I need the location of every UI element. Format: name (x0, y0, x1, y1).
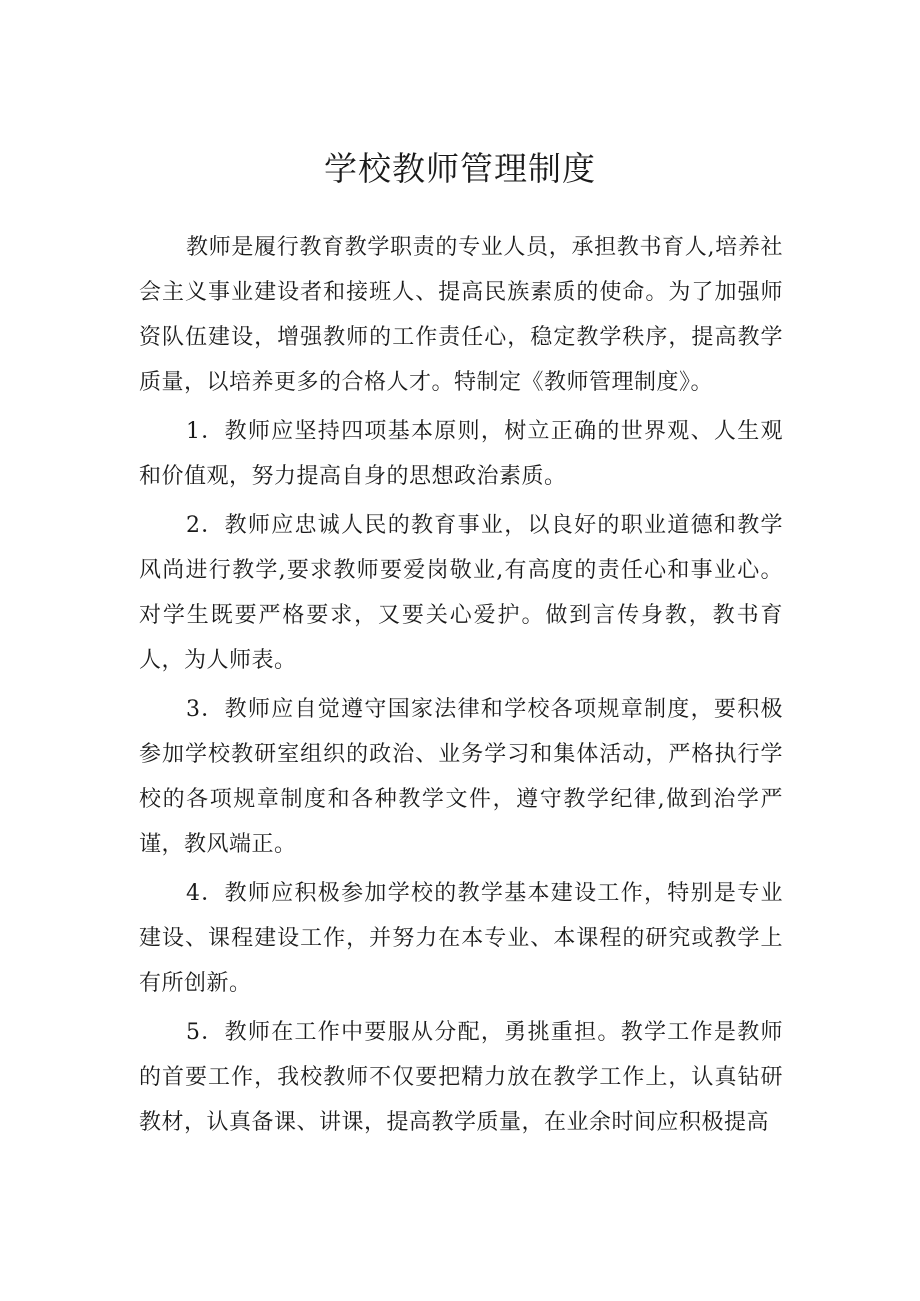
rule-5-paragraph: 5．教师在工作中要服从分配，勇挑重担。教学工作是教师的首要工作，我校教师不仅要把精力放在教学工作上，认真钻研教材，认真备课、讲课，提高教学质量，在业余时间应积极提高 (139, 1020, 783, 1135)
rule-2-paragraph: 2．教师应忠诚人民的教育事业，以良好的职业道德和教学风尚进行教学,要求教师要爱岗敬业,有高度的责任心和事业心。对学生既要严格要求，又要关心爱护。做到言传身教，教书育人，为人师表。 (139, 513, 783, 673)
intro-paragraph: 教师是履行教育教学职责的专业人员，承担教书育人,培养社会主义事业建设者和接班人、提高民族素质的使命。为了加强师资队伍建设，增强教师的工作责任心，稳定教学秩序，提高教学质量，以培养更多的合格人才。特制定《教师管理制度》。 (139, 235, 783, 395)
rule-3-paragraph: 3．教师应自觉遵守国家法律和学校各项规章制度，要积极参加学校教研室组织的政治、业务学习和集体活动，严格执行学校的各项规章制度和各种教学文件，遵守教学纪律,做到治学严谨，教风端正。 (139, 697, 783, 857)
rule-4-paragraph: 4．教师应积极参加学校的教学基本建设工作，特别是专业建设、课程建设工作，并努力在本专业、本课程的研究或教学上有所创新。 (139, 881, 783, 996)
document-body (139, 225, 783, 1149)
document-title: 学校教师管理制度 (324, 149, 596, 188)
rule-1-paragraph: 1．教师应坚持四项基本原则，树立正确的世界观、人生观和价值观，努力提高自身的思想政治素质。 (139, 419, 783, 489)
